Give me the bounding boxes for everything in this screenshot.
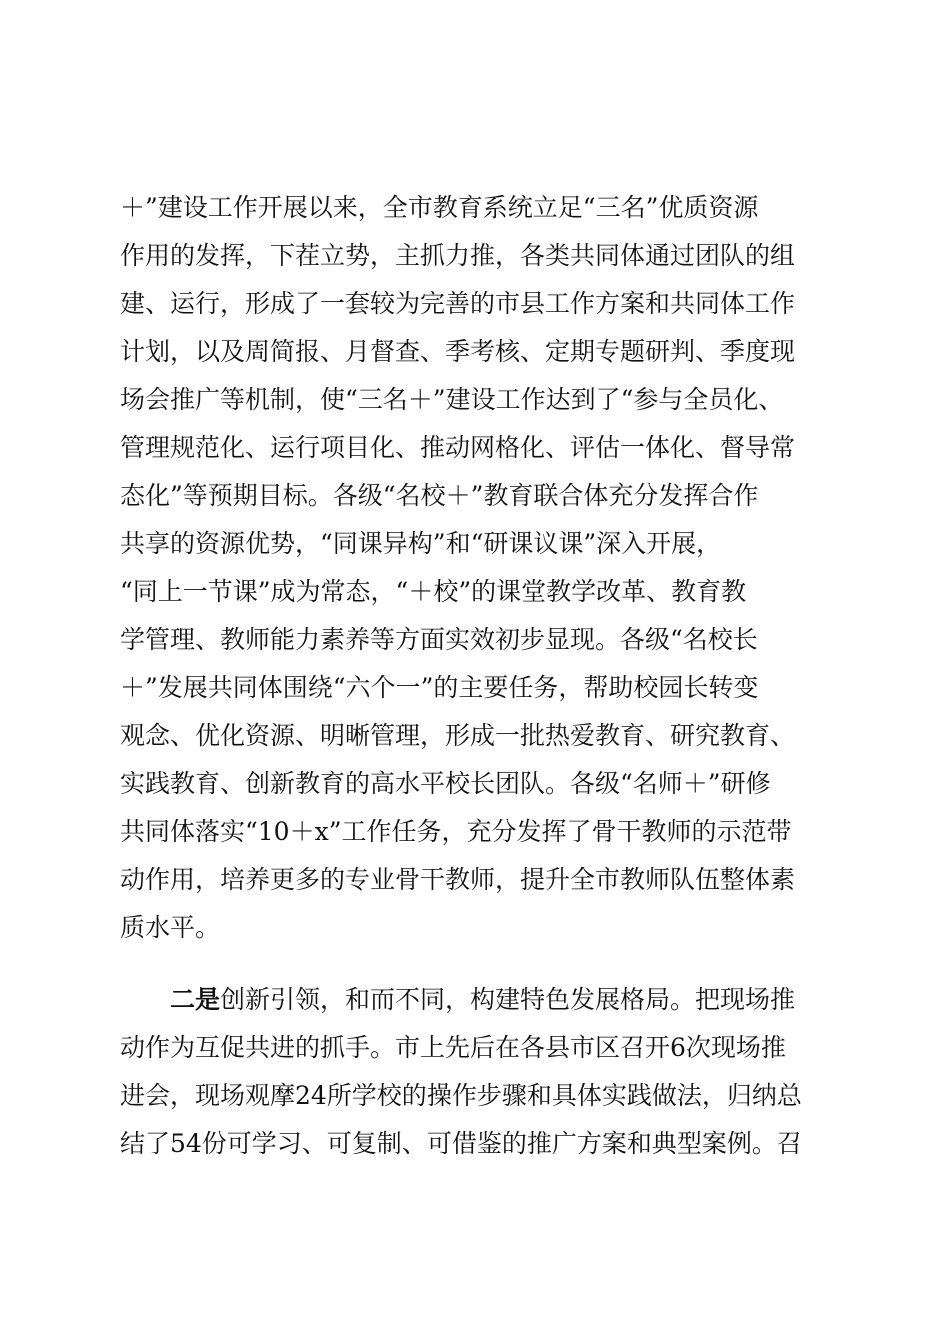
paragraph-line: ＋”发展共同体围绕“六个一”的主要任务，帮助校园长转变 [120,673,759,702]
paragraph-line: 建、运行，形成了一套较为完善的市县工作方案和共同体工作 [120,289,796,318]
paragraph-line: 动作为互促共进的抓手。市上先后在各县市区召开6次现场推 [120,1033,786,1062]
paragraph-line: 学管理、教师能力素养等方面实效初步显现。各级“名校长 [120,625,758,654]
paragraph-line: ＋”建设工作开展以来，全市教育系统立足“三名”优质资源 [120,193,759,222]
paragraph-line: 作用的发挥，下茬立势，主抓力推，各类共同体通过团队的组 [120,241,796,270]
paragraph-line: “同上一节课”成为常态，“＋校”的课堂教学改革、教育教 [120,577,747,606]
paragraph-line: 动作用，培养更多的专业骨干教师，提升全市教师队伍整体素 [120,865,796,894]
paragraph-line: 共同体落实“10＋x”工作任务，充分发挥了骨干教师的示范带 [120,817,792,846]
paragraph-line: 管理规范化、运行项目化、推动网格化、评估一体化、督导常 [120,433,796,462]
paragraph-line: 质水平。 [120,913,221,942]
paragraph-first-line-text: 创新引领，和而不同，构建特色发展格局。把现场推 [220,985,796,1014]
paragraph-line: 态化”等预期目标。各级“名校＋”教育联合体充分发挥合作 [120,481,759,510]
paragraph-line: 进会，现场观摩24所学校的操作步骤和具体实践做法，归纳总 [120,1081,802,1110]
paragraph-line: 实践教育、创新教育的高水平校长团队。各级“名师＋”研修 [120,769,771,798]
paragraph-first-line [170,982,795,1018]
paragraph-lead: 二是 [170,985,221,1014]
paragraph-line: 观念、优化资源、明晰管理，形成一批热爱教育、研究教育、 [120,721,796,750]
paragraph-line: 场会推广等机制，使“三名＋”建设工作达到了“参与全员化、 [120,385,784,414]
paragraph-line: 结了54份可学习、可复制、可借鉴的推广方案和典型案例。召 [120,1129,802,1158]
paragraph-line: 计划，以及周简报、月督查、季考核、定期专题研判、季度现 [120,337,796,366]
paragraph-line: 共享的资源优势，“同课异构”和“研课议课”深入开展， [120,529,722,558]
